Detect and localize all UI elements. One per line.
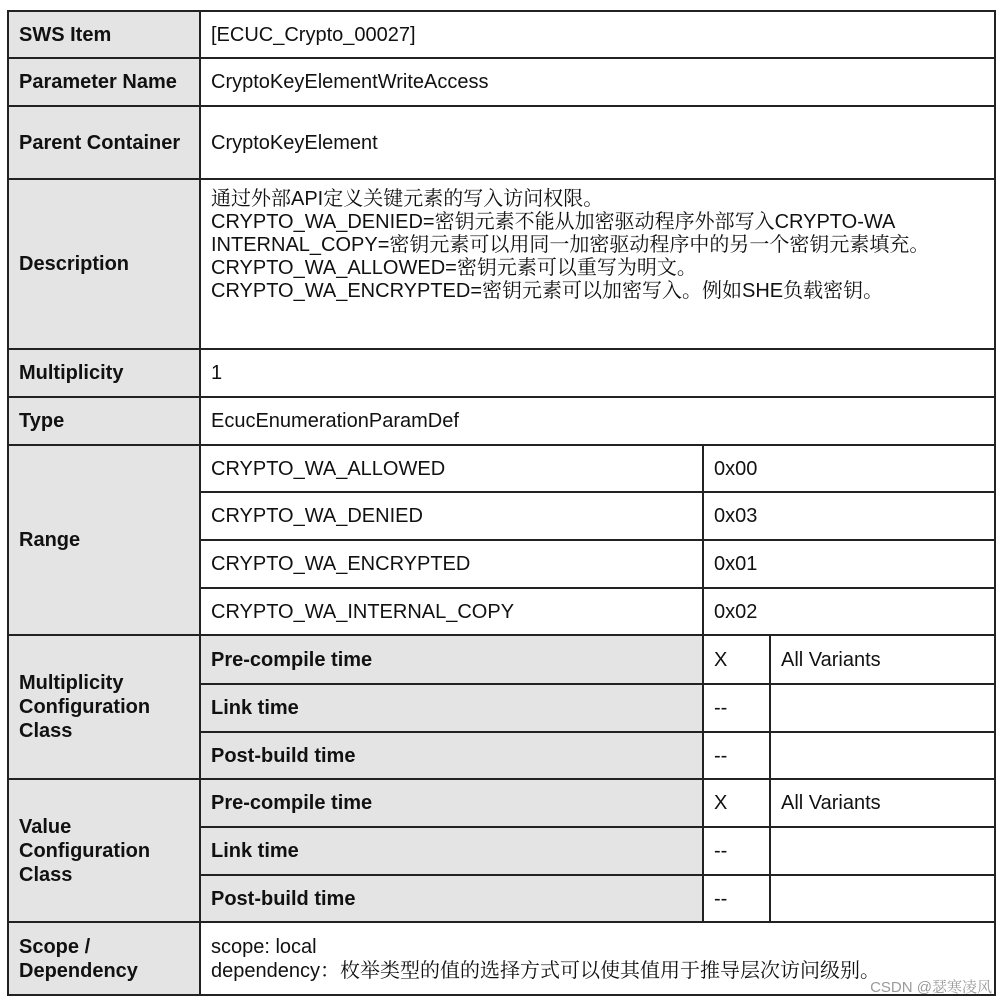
- type-value: EcucEnumerationParamDef: [200, 397, 995, 445]
- description-line: CRYPTO_WA_ENCRYPTED=密钥元素可以加密写入。例如SHE负载密钥。: [211, 280, 884, 302]
- description-line: CRYPTO_WA_ALLOWED=密钥元素可以重写为明文。: [211, 257, 697, 279]
- value-config-label: Value Configuration Class: [8, 779, 200, 922]
- config-variants: All Variants: [770, 635, 995, 684]
- description-line: INTERNAL_COPY=密钥元素可以用同一加密驱动程序中的另一个密钥元素填充。: [211, 234, 930, 256]
- config-mark: X: [703, 635, 770, 684]
- range-name: CRYPTO_WA_DENIED: [200, 492, 703, 540]
- row-description: [8, 179, 995, 349]
- parameter-name-value: CryptoKeyElementWriteAccess: [200, 58, 995, 106]
- sws-item-value: [ECUC_Crypto_00027]: [200, 11, 995, 58]
- config-time: Post-build time: [200, 875, 703, 922]
- config-time: Pre-compile time: [200, 779, 703, 827]
- config-variants: [770, 875, 995, 922]
- config-time: Link time: [200, 684, 703, 732]
- multiplicity-value: 1: [200, 349, 995, 397]
- row-parent-container: [8, 106, 995, 179]
- range-value: 0x03: [703, 492, 995, 540]
- range-value: 0x00: [703, 445, 995, 492]
- config-mark: X: [703, 779, 770, 827]
- value-config-row: [8, 779, 995, 827]
- range-label: Range: [8, 445, 200, 635]
- watermark: CSDN @瑟寒凌风: [870, 979, 992, 996]
- config-variants: All Variants: [770, 779, 995, 827]
- config-time: Post-build time: [200, 732, 703, 779]
- type-label: Type: [8, 397, 200, 445]
- config-variants: [770, 732, 995, 779]
- config-mark: --: [703, 732, 770, 779]
- range-value: 0x01: [703, 540, 995, 588]
- row-type: [8, 397, 995, 445]
- multiplicity-config-label: Multiplicity Configuration Class: [8, 635, 200, 779]
- row-parameter-name: [8, 58, 995, 106]
- range-name: CRYPTO_WA_INTERNAL_COPY: [200, 588, 703, 635]
- config-mark: --: [703, 684, 770, 732]
- scope-line: scope: local: [211, 935, 317, 958]
- range-name: CRYPTO_WA_ENCRYPTED: [200, 540, 703, 588]
- config-mark: --: [703, 827, 770, 875]
- config-variants: [770, 827, 995, 875]
- description-value: [200, 179, 995, 349]
- config-time: Link time: [200, 827, 703, 875]
- parent-container-value: CryptoKeyElement: [200, 106, 995, 179]
- parent-container-label: Parent Container: [8, 106, 200, 179]
- dependency-line: dependency：枚举类型的值的选择方式可以使其值用于推导层次访问级别。: [211, 959, 880, 982]
- sws-item-label: SWS Item: [8, 11, 200, 58]
- config-mark: --: [703, 875, 770, 922]
- multiplicity-config-row: [8, 635, 995, 684]
- row-sws-item: [8, 11, 995, 58]
- description-line: CRYPTO_WA_DENIED=密钥元素不能从加密驱动程序外部写入CRYPTO-WA: [211, 211, 896, 233]
- description-label: Description: [8, 179, 200, 349]
- row-multiplicity: [8, 349, 995, 397]
- parameter-spec-table: [7, 10, 996, 996]
- config-variants: [770, 684, 995, 732]
- description-line: 通过外部API定义关键元素的写入访问权限。: [211, 188, 604, 210]
- row-scope: [8, 922, 995, 995]
- range-row: [8, 445, 995, 492]
- scope-label: Scope / Dependency: [8, 922, 200, 995]
- range-name: CRYPTO_WA_ALLOWED: [200, 445, 703, 492]
- range-value: 0x02: [703, 588, 995, 635]
- parameter-name-label: Parameter Name: [8, 58, 200, 106]
- multiplicity-label: Multiplicity: [8, 349, 200, 397]
- config-time: Pre-compile time: [200, 635, 703, 684]
